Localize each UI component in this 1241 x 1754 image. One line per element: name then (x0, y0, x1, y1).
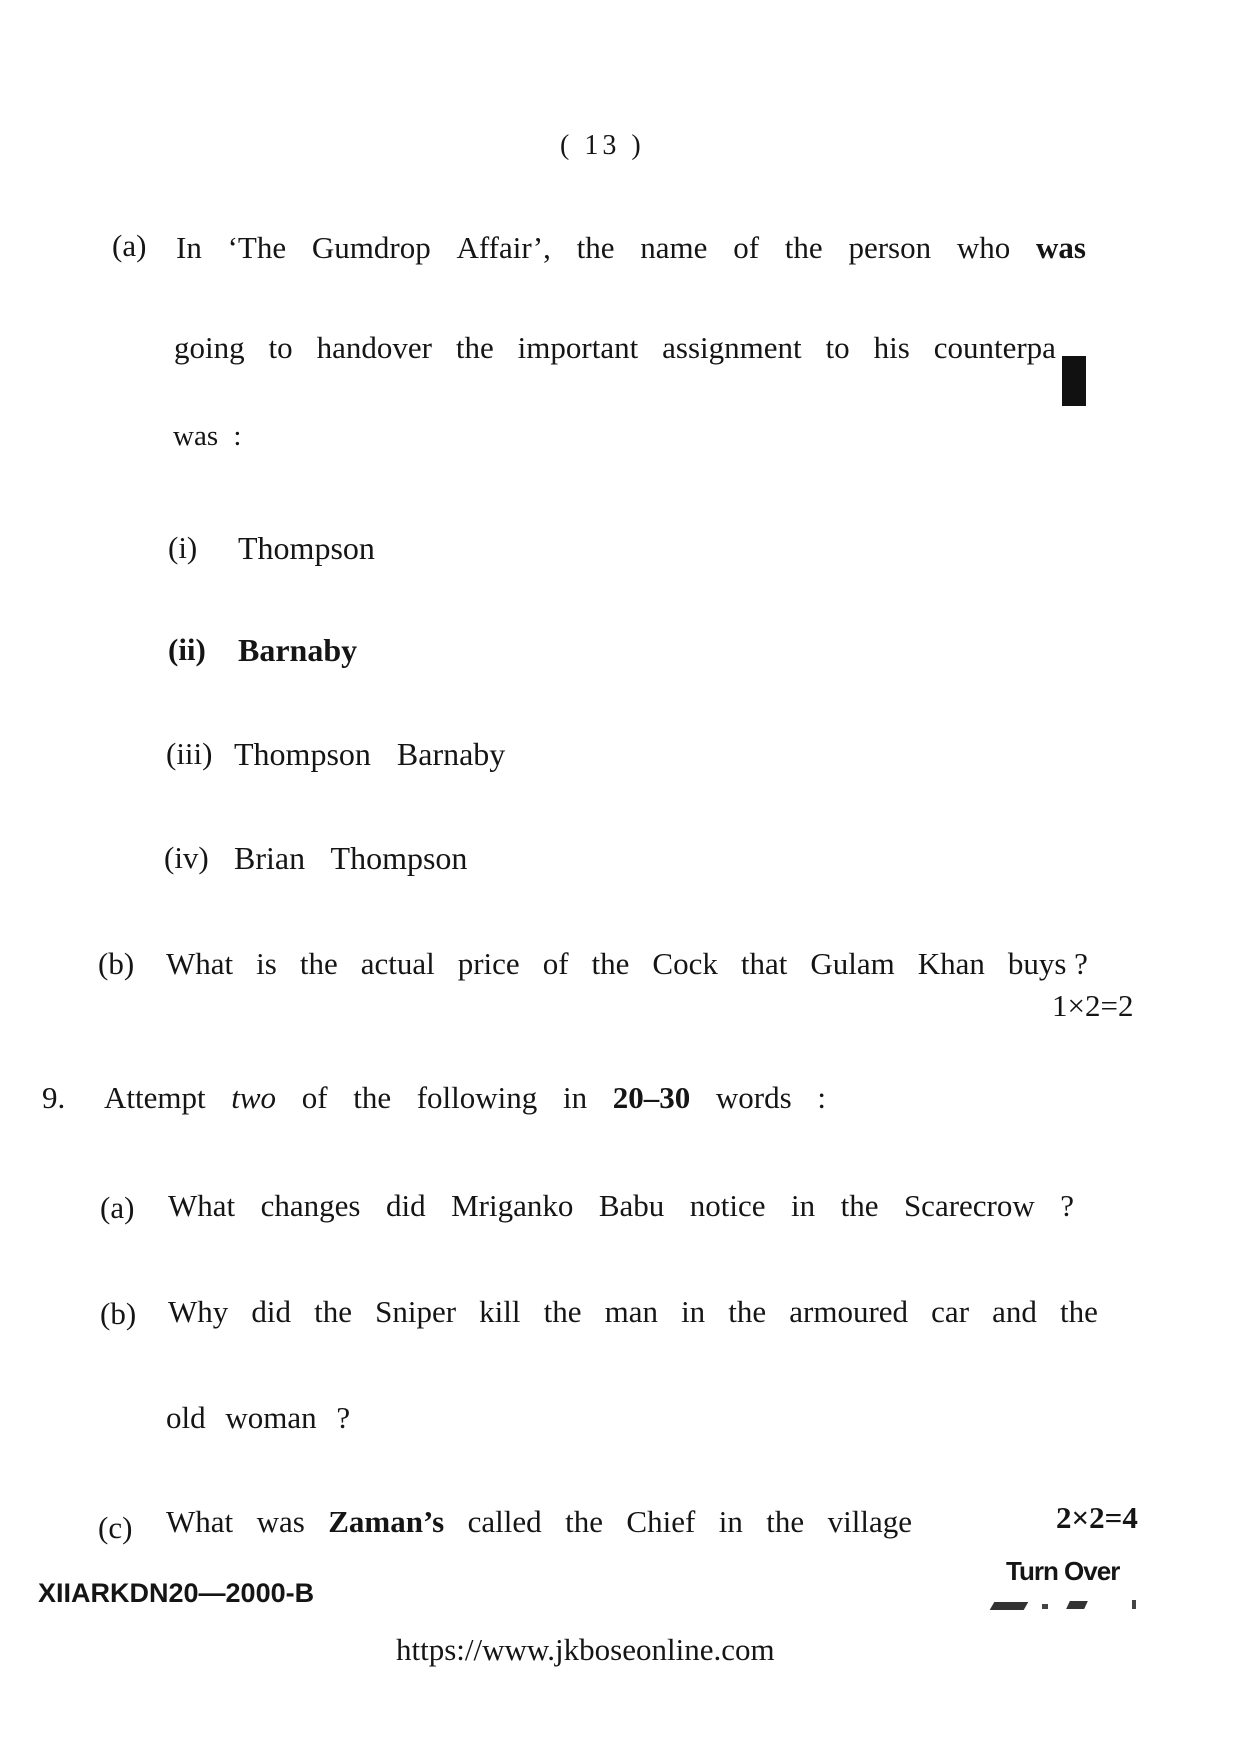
q9b-line-2: old woman ? (166, 1400, 351, 1435)
q9c-label: (c) (98, 1510, 133, 1545)
q9b-line-1 (168, 1296, 1098, 1327)
word: that (740, 946, 788, 981)
word: called (467, 1504, 542, 1539)
word: the (299, 946, 338, 981)
q8b-marks: 1×2=2 (1052, 988, 1134, 1023)
option-iv-label: (iv) (164, 840, 209, 875)
scan-smudge (1062, 356, 1086, 406)
word: the (784, 230, 823, 265)
word: the (543, 1294, 582, 1329)
word: Gumdrop (311, 230, 431, 265)
word: in (562, 1080, 588, 1115)
word: was (256, 1504, 305, 1539)
word: the (591, 946, 630, 981)
paper-code: XIIARKDN20—2000-B (38, 1578, 315, 1608)
word: price (457, 946, 520, 981)
word: important (517, 330, 639, 365)
word: going (174, 330, 245, 365)
word: : (817, 1080, 826, 1115)
q9-intro (104, 1082, 826, 1113)
word: the (1060, 1294, 1098, 1329)
word: in (790, 1188, 816, 1223)
word: handover (316, 330, 432, 365)
word: following (416, 1080, 538, 1115)
word: the (565, 1504, 603, 1539)
word: the (766, 1504, 805, 1539)
word: the (353, 1080, 392, 1115)
word: In (176, 230, 202, 265)
option-iv-text: Brian Thompson (234, 840, 468, 876)
word: kill (479, 1294, 521, 1329)
word: the (840, 1188, 879, 1223)
q8a-line-1 (176, 232, 1086, 263)
word: of (542, 946, 569, 981)
word: of (301, 1080, 328, 1115)
q9b-label: (b) (100, 1296, 137, 1331)
word: buys ? (1007, 946, 1088, 981)
word: the (576, 230, 615, 265)
word: car (931, 1294, 970, 1329)
q9c-marks: 2×2=4 (1056, 1500, 1138, 1535)
word: and (992, 1294, 1037, 1329)
q9a-label: (a) (100, 1190, 135, 1225)
speck (1042, 1604, 1048, 1609)
word: ‘The (227, 230, 287, 265)
word: Scarecrow (903, 1188, 1035, 1223)
word: Gulam (810, 946, 895, 981)
q8b-label: (b) (98, 946, 135, 981)
word: is (256, 946, 277, 981)
speck (1066, 1601, 1088, 1609)
q8a-label: (a) (112, 228, 147, 263)
word: What (166, 1504, 234, 1539)
word: Cock (652, 946, 718, 981)
option-iii-text: Thompson Barnaby (234, 736, 506, 772)
q9-number: 9. (42, 1080, 66, 1115)
word: counterpa (933, 330, 1056, 365)
word: Zaman’s (328, 1504, 445, 1539)
word: did (251, 1294, 291, 1329)
word: assignment (662, 330, 802, 365)
q8b-line (166, 948, 1088, 979)
word: in (681, 1294, 706, 1329)
word: Why (168, 1294, 229, 1329)
word: the (455, 330, 494, 365)
q9c-line (166, 1506, 912, 1537)
speck (990, 1602, 1029, 1610)
word: words (715, 1080, 792, 1115)
option-i-text: Thompson (238, 530, 375, 566)
page-number: ( 13 ) (560, 130, 645, 161)
word: his (873, 330, 910, 365)
word: in (718, 1504, 743, 1539)
word: to (825, 330, 850, 365)
word: to (268, 330, 293, 365)
word: person (848, 230, 932, 265)
option-i-label: (i) (168, 530, 198, 565)
word: two (231, 1080, 277, 1115)
q8a-line-3: was : (173, 420, 242, 452)
word: Sniper (375, 1294, 457, 1329)
word: 20–30 (612, 1080, 691, 1115)
word: notice (689, 1188, 766, 1223)
word: ? (1060, 1188, 1074, 1223)
word: who (956, 230, 1011, 265)
word: What (168, 1188, 236, 1223)
option-ii-text: Barnaby (238, 632, 358, 668)
word: man (604, 1294, 658, 1329)
word: Chief (626, 1504, 696, 1539)
word: village (827, 1504, 912, 1539)
word: What (166, 946, 234, 981)
word: changes (260, 1188, 361, 1223)
word: the (728, 1294, 767, 1329)
word: Babu (598, 1188, 665, 1223)
website-url[interactable]: https://www.jkboseonline.com (396, 1632, 775, 1667)
word: actual (360, 946, 435, 981)
q8a-line-2 (174, 332, 1056, 363)
word: of (733, 230, 760, 265)
word: armoured (789, 1294, 909, 1329)
word: Attempt (104, 1080, 206, 1115)
option-ii-label: (ii) (168, 632, 206, 667)
word: did (385, 1188, 426, 1223)
word: Mriganko (451, 1188, 574, 1223)
speck (1132, 1600, 1136, 1609)
word: Affair’, (456, 230, 551, 265)
q9a-line (168, 1190, 1074, 1221)
option-iii-label: (iii) (166, 736, 213, 771)
word: the (314, 1294, 352, 1329)
word: name (640, 230, 708, 265)
scan-specks (992, 1600, 1142, 1612)
word: was (1036, 230, 1086, 265)
turn-over: Turn Over (1006, 1556, 1120, 1586)
word: Khan (917, 946, 985, 981)
